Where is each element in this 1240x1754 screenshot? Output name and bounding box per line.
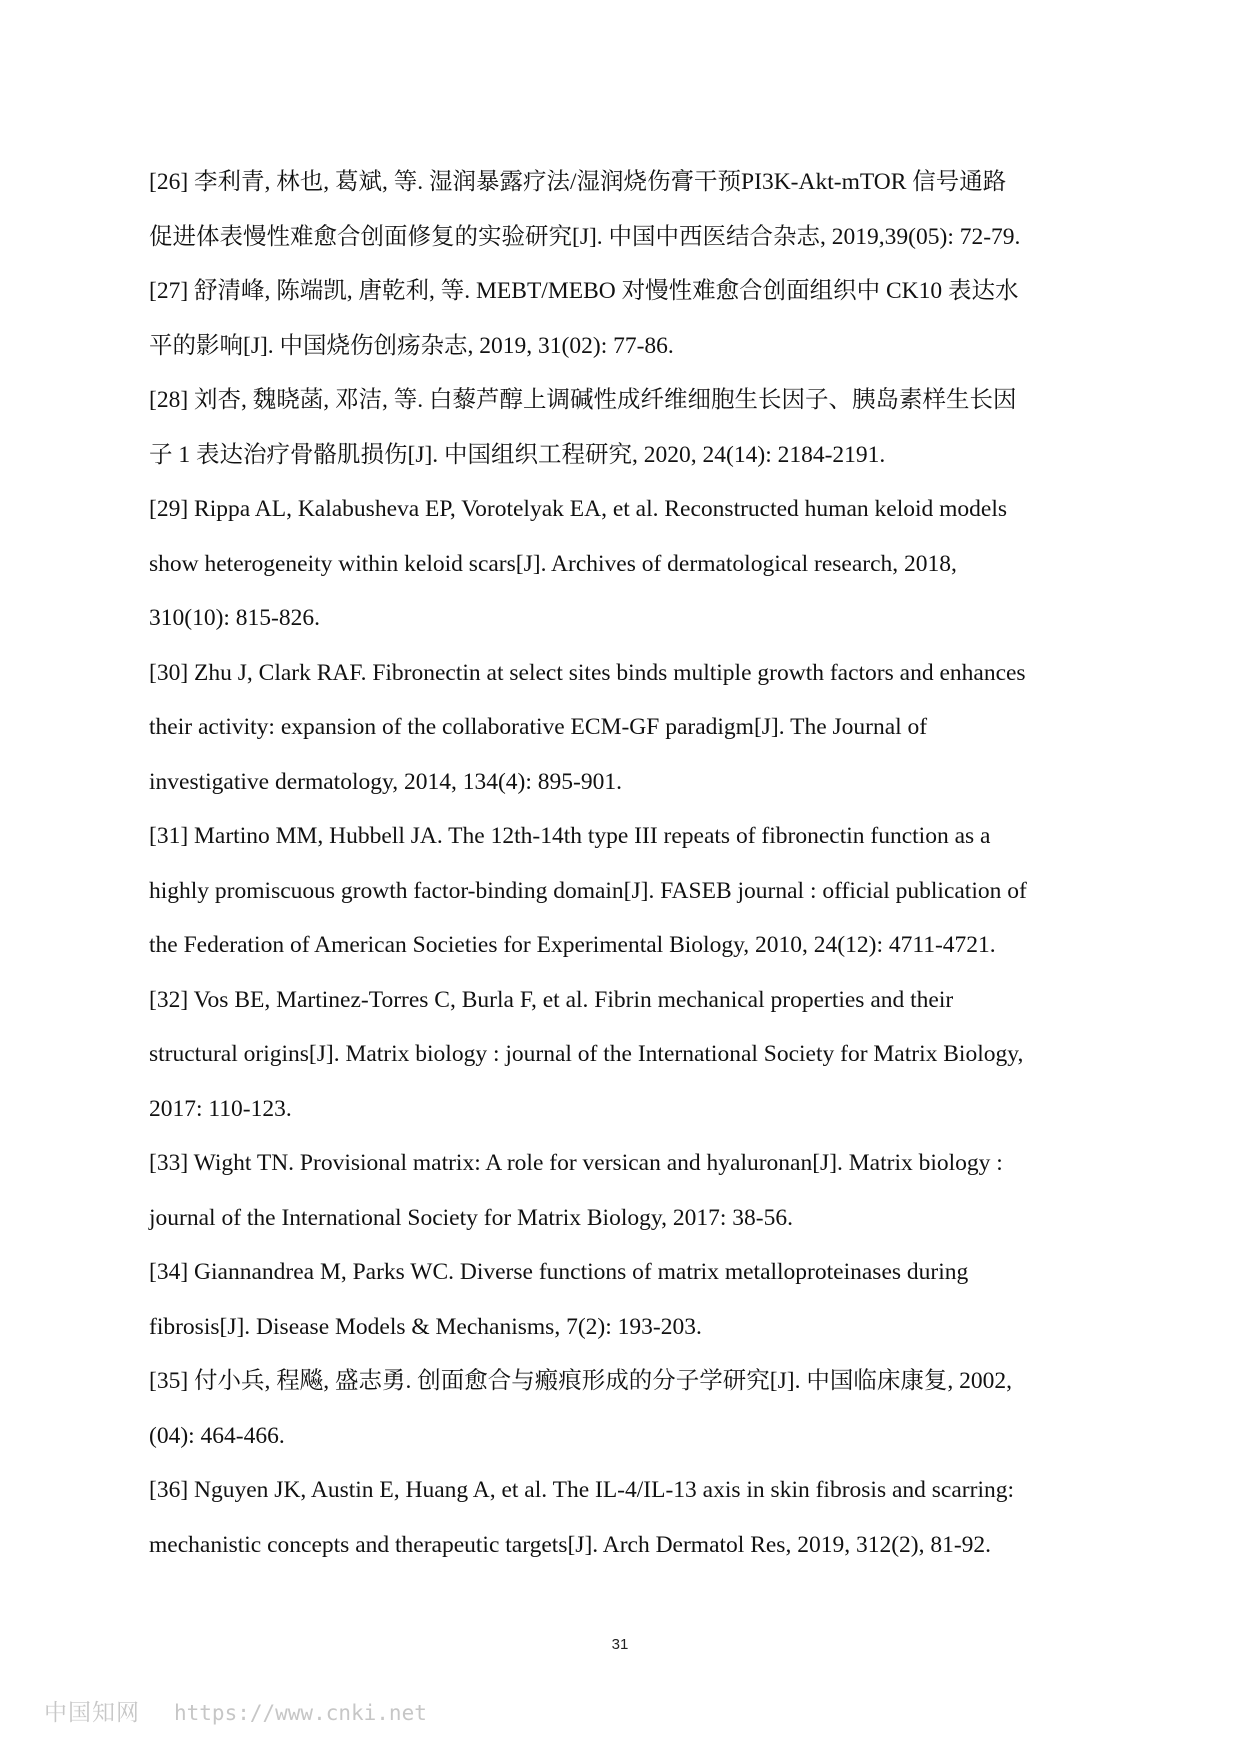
reference-line: their activity: expansion of the collaborative ECM-GF paradigm[J]. The Journal of: [149, 714, 928, 740]
page-number: 31: [611, 1636, 629, 1653]
reference-entry: [149, 482, 1109, 646]
reference-line: show heterogeneity within keloid scars[J]. Archives of dermatological research, 2018,: [149, 550, 957, 577]
reference-entry: [149, 973, 1109, 1137]
reference-line: 子 1 表达治疗骨骼肌损伤[J]. 中国组织工程研究, 2020, 24(14): 2184-2191.: [149, 441, 886, 468]
reference-list: [149, 155, 1109, 1572]
reference-line: [32] Vos BE, Martinez-Torres C, Burla F, et al. Fibrin mechanical properties and their: [149, 986, 954, 1013]
reference-entry: [149, 155, 1109, 264]
reference-line: 2017: 110-123.: [149, 1095, 292, 1122]
reference-line: [29] Rippa AL, Kalabusheva EP, Vorotelyak EA, et al. Reconstructed human keloid models: [149, 496, 1008, 522]
reference-entry: [149, 1463, 1109, 1572]
reference-line: investigative dermatology, 2014, 134(4): 895-901.: [149, 768, 622, 795]
reference-line: [35] 付小兵, 程飚, 盛志勇. 创面愈合与瘢痕形成的分子学研究[J]. 中国临床康复, 2002,: [149, 1368, 1012, 1394]
reference-line: [26] 李利青, 林也, 葛斌, 等. 湿润暴露疗法/湿润烧伤膏干预PI3K-Akt-mTOR 信号通路: [149, 169, 1007, 195]
reference-line: 平的影响[J]. 中国烧伤创疡杂志, 2019, 31(02): 77-86.: [149, 332, 674, 359]
reference-line: 310(10): 815-826.: [149, 605, 321, 631]
reference-line: the Federation of American Societies for Experimental Biology, 2010, 24(12): 4711-4721.: [149, 932, 996, 958]
reference-line: fibrosis[J]. Disease Models & Mechanisms, 7(2): 193-203.: [149, 1313, 702, 1340]
reference-entry: [149, 1245, 1109, 1354]
cnki-watermark: [44, 1694, 427, 1727]
reference-line: structural origins[J]. Matrix biology : journal of the International Society for Matrix Biology,: [149, 1041, 1024, 1067]
reference-entry: [149, 264, 1109, 373]
reference-line: [30] Zhu J, Clark RAF. Fibronectin at select sites binds multiple growth factors and enhances: [149, 659, 1026, 686]
reference-line: highly promiscuous growth factor-binding domain[J]. FASEB journal : official publication of: [149, 877, 1027, 904]
watermark-url: https://www.cnki.net: [174, 1701, 427, 1725]
reference-line: mechanistic concepts and therapeutic targets[J]. Arch Dermatol Res, 2019, 312(2), 81-92.: [149, 1531, 992, 1558]
reference-entry: [149, 809, 1109, 973]
reference-line: [33] Wight TN. Provisional matrix: A role for versican and hyaluronan[J]. Matrix biology :: [149, 1150, 1003, 1176]
watermark-brand: 中国知网: [44, 1700, 140, 1726]
reference-line: 促进体表慢性难愈合创面修复的实验研究[J]. 中国中西医结合杂志, 2019,39(05): 72-79.: [149, 223, 1021, 250]
reference-line: [28] 刘杏, 魏晓菡, 邓洁, 等. 白藜芦醇上调碱性成纤维细胞生长因子、胰岛素样生长因: [149, 387, 1017, 413]
reference-line: (04): 464-466.: [149, 1422, 285, 1449]
reference-entry: [149, 373, 1109, 482]
reference-line: [27] 舒清峰, 陈端凯, 唐乾利, 等. MEBT/MEBO 对慢性难愈合创面组织中 CK10 表达水: [149, 278, 1019, 304]
reference-line: journal of the International Society for Matrix Biology, 2017: 38-56.: [149, 1204, 793, 1231]
reference-line: [36] Nguyen JK, Austin E, Huang A, et al. The IL-4/IL-13 axis in skin fibrosis and scarring:: [149, 1477, 1015, 1503]
reference-line: [34] Giannandrea M, Parks WC. Diverse functions of matrix metalloproteinases during: [149, 1259, 969, 1285]
reference-line: [31] Martino MM, Hubbell JA. The 12th-14th type III repeats of fibronectin function as a: [149, 823, 991, 849]
reference-entry: [149, 1354, 1109, 1463]
reference-entry: [149, 646, 1109, 810]
reference-entry: [149, 1136, 1109, 1245]
